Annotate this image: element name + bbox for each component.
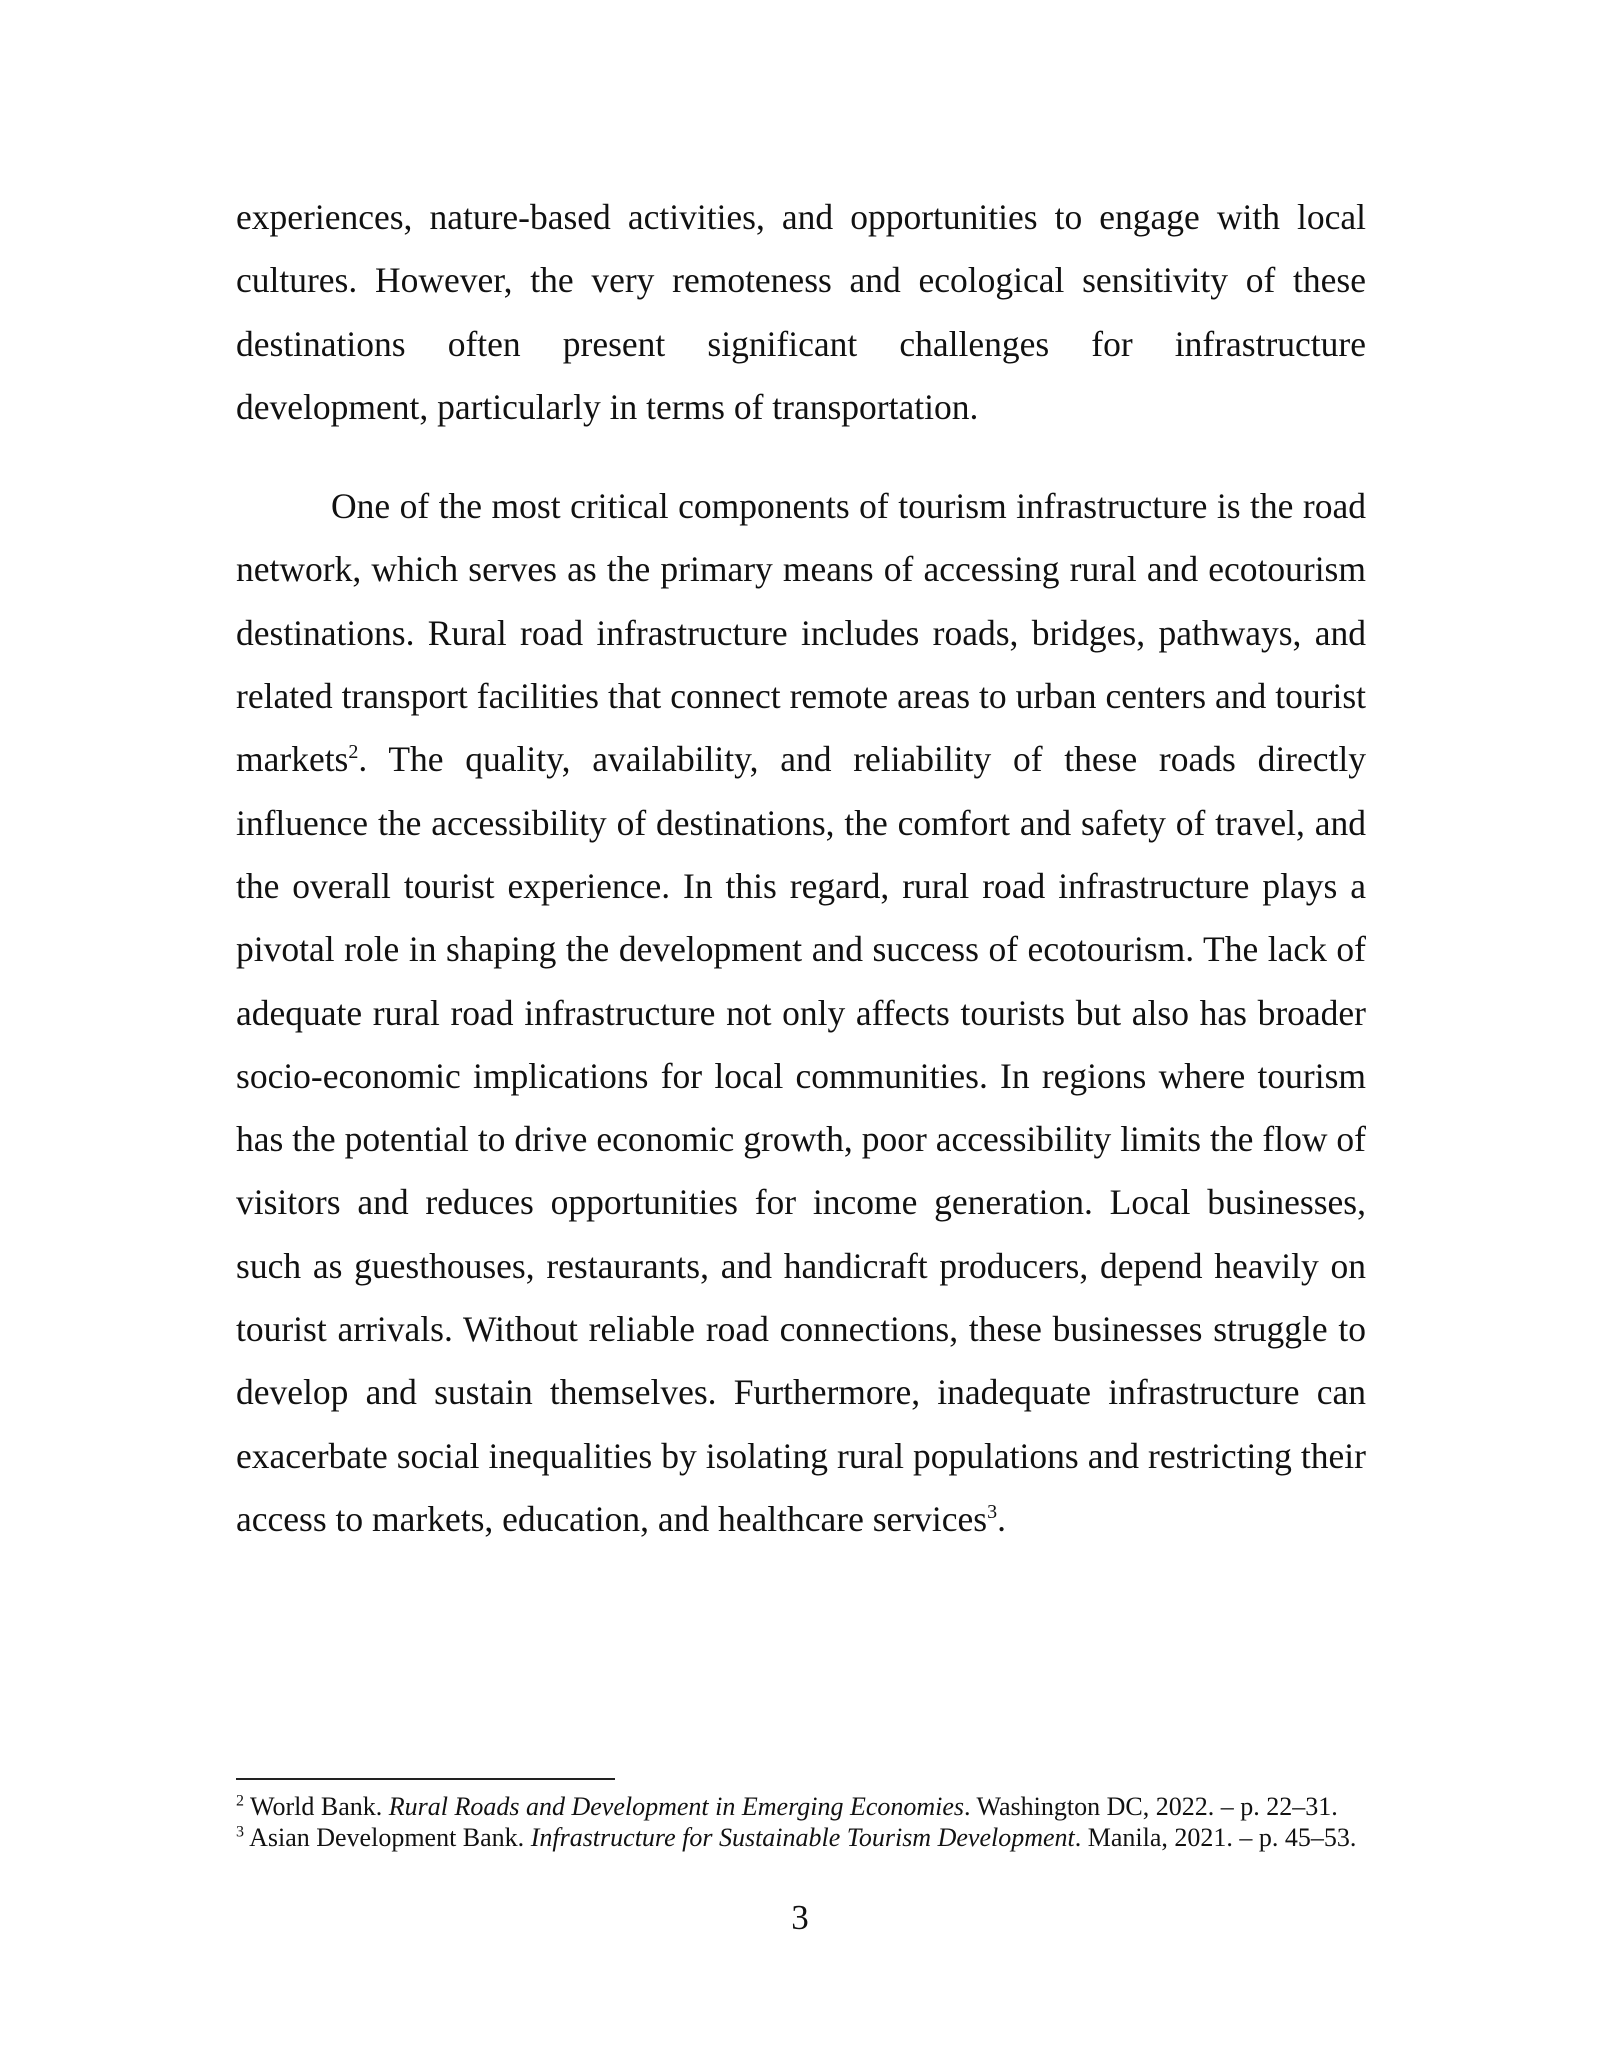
footnotes <box>236 1792 1366 1853</box>
footnote-title: Rural Roads and Development in Emerging Economies <box>388 1792 965 1821</box>
footnote-author: Asian Development Bank. <box>249 1822 531 1852</box>
body-text <box>236 186 1366 1551</box>
footnote-separator <box>236 1778 615 1780</box>
footnote-author: World Bank. <box>250 1792 389 1821</box>
footnote-reference-3[interactable]: 3 <box>987 1501 998 1524</box>
page-number: 3 <box>791 1898 809 1937</box>
paragraph-2-text-b: . The quality, availability, and reliability of these roads directly influence the accessibility of destinations, the comfort and safety of travel, and the overall tourist experience. In this regard, rural road infrastructure plays a pivotal role in shaping the development and success of ecotourism. The lack of adequate rural road infrastructure not only affects tourists but also has broader socio-economic implications for local communities. In regions where tourism has the potential to drive economic growth, poor accessibility limits the flow of visitors and reduces opportunities for income generation. Local businesses, such as guesthouses, restaurants, and handicraft producers, depend heavily on tourist arrivals. Without reliable road connections, these businesses struggle to develop and sustain themselves. Furthermore, inadequate infrastructure can exacerbate social inequalities by isolating rural populations and restricting their access to markets, education, and healthcare services <box>236 739 1366 1539</box>
footnote-number: 3 <box>236 1822 244 1840</box>
footnote-number: 2 <box>236 1792 244 1810</box>
footnote-details: . Manila, 2021. – p. 45–53. <box>1074 1822 1357 1852</box>
paragraph-road-network <box>236 475 1366 1551</box>
paragraph-1-text: experiences, nature-based activities, and opportunities to engage with local cultures. However, the very remoteness and ecological sensitivity of these destinations often present significant challenges for infrastructure development, particularly in terms of transportation. <box>236 197 1366 427</box>
footnote-2 <box>236 1792 1366 1823</box>
paragraph-continued <box>236 186 1366 439</box>
paragraph-2-text-c: . <box>997 1498 1006 1539</box>
paragraph-2-text-a: One of the most critical components of tourism infrastructure is the road network, which serves as the primary means of accessing rural and ecotourism destinations. Rural road infrastructure includes roads, bridges, pathways, and related transport facilities that connect remote areas to urban centers and tourist markets <box>236 486 1366 780</box>
footnote-details: . Washington DC, 2022. – p. 22–31. <box>964 1792 1338 1821</box>
footnote-3 <box>236 1823 1366 1854</box>
footnote-title: Infrastructure for Sustainable Tourism Development <box>530 1822 1075 1852</box>
footnote-reference-2[interactable]: 2 <box>348 741 359 764</box>
